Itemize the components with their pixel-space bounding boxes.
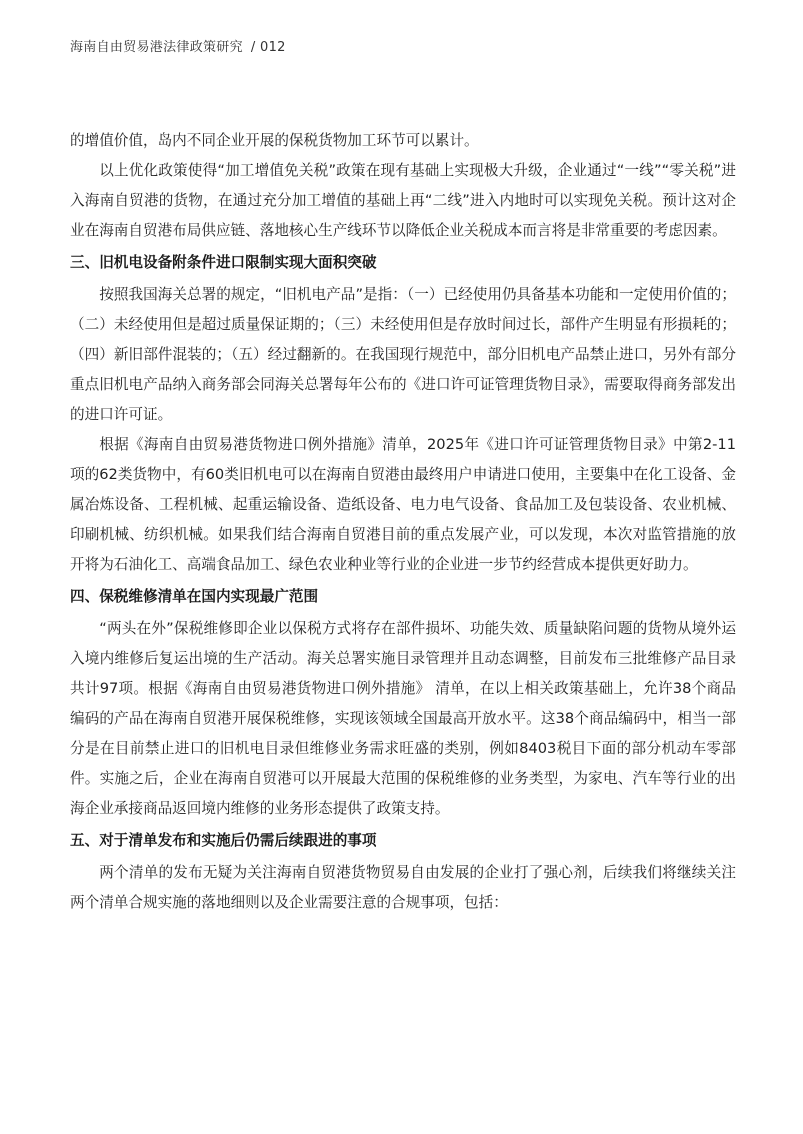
section-heading-4: 四、保税维修清单在国内实现最广范围 [70, 588, 319, 605]
paragraph-policy-upgrade: 以上优化政策使得“加工增值免关税”政策在现有基础上实现极大升级，企业通过“一线”“零关税”进入海南自贸港的货物，在通过充分加工增值的基础上再“二线”进入内地时可以实现免关税。预计这对企业在海南自贸港布局供应链、落地核心生产线环节以降低企业关税成本而言将是非常重要的考虑因素。 [70, 162, 736, 239]
document-body [70, 126, 736, 918]
paragraph-used-equipment-definition: 按照我国海关总署的规定，“旧机电产品”是指：（一）已经使用仍具备基本功能和一定使用价值的；（二）未经使用但是超过质量保证期的；（三）未经使用但是存放时间过长，部件产生明显有形损耗的；（四）新旧部件混装的；（五）经过翻新的。在我国现行规范中，部分旧机电产品禁止进口，另外有部分重点旧机电产品纳入商务部会同海关总署每年公布的《进口许可证管理货物目录》，需要取得商务部发出的进口许可证。 [70, 286, 736, 423]
paragraph-follow-up: 两个清单的发布无疑为关注海南自贸港货物贸易自由发展的企业打了强心剂，后续我们将继续关注两个清单合规实施的落地细则以及企业需要注意的合规事项，包括： [70, 864, 736, 911]
paragraph-bonded-repair: “两头在外”保税维修即企业以保税方式将存在部件损坏、功能失效、质量缺陷问题的货物从境外运入境内维修后复运出境的生产活动。海关总署实施目录管理并且动态调整，目前发布三批维修产品目录共计97项。根据《海南自由贸易港货物进口例外措施》 清单，在以上相关政策基础上，允许38个商品编码的产品在海南自贸港开展保税维修，实现该领域全国最高开放水平。这38个商品编码中，相当一部分是在目前禁止进口的旧机电目录但维修业务需求旺盛的类别，例如8403税目下面的部分机动车零部件。实施之后，企业在海南自贸港可以开展最大范围的保税维修的业务类型，为家电、汽车等行业的出海企业承接商品返回境内维修的业务形态提供了政策支持。 [70, 620, 736, 817]
page-header [70, 36, 286, 55]
paragraph-used-equipment-list: 根据《海南自由贸易港货物进口例外措施》清单，2025年《进口许可证管理货物目录》中第2-11项的62类货物中，有60类旧机电可以在海南自贸港由最终用户申请进口使用，主要集中在化工设备、金属冶炼设备、工程机械、起重运输设备、造纸设备、电力电气设备、食品加工及包装设备、农业机械、印刷机械、纺织机械。如果我们结合海南自贸港目前的重点发展产业，可以发现，本次对监管措施的放开将为石油化工、高端食品加工、绿色农业种业等行业的企业进一步节约经营成本提供更好助力。 [70, 436, 736, 573]
section-heading-3: 三、旧机电设备附条件进口限制实现大面积突破 [70, 254, 377, 271]
header-title: 海南自由贸易港法律政策研究 [70, 40, 243, 55]
page-number: / 012 [250, 40, 286, 55]
paragraph-continued: 的增值价值，岛内不同企业开展的保税货物加工环节可以累计。 [70, 132, 479, 149]
section-heading-5: 五、对于清单发布和实施后仍需后续跟进的事项 [70, 832, 377, 849]
